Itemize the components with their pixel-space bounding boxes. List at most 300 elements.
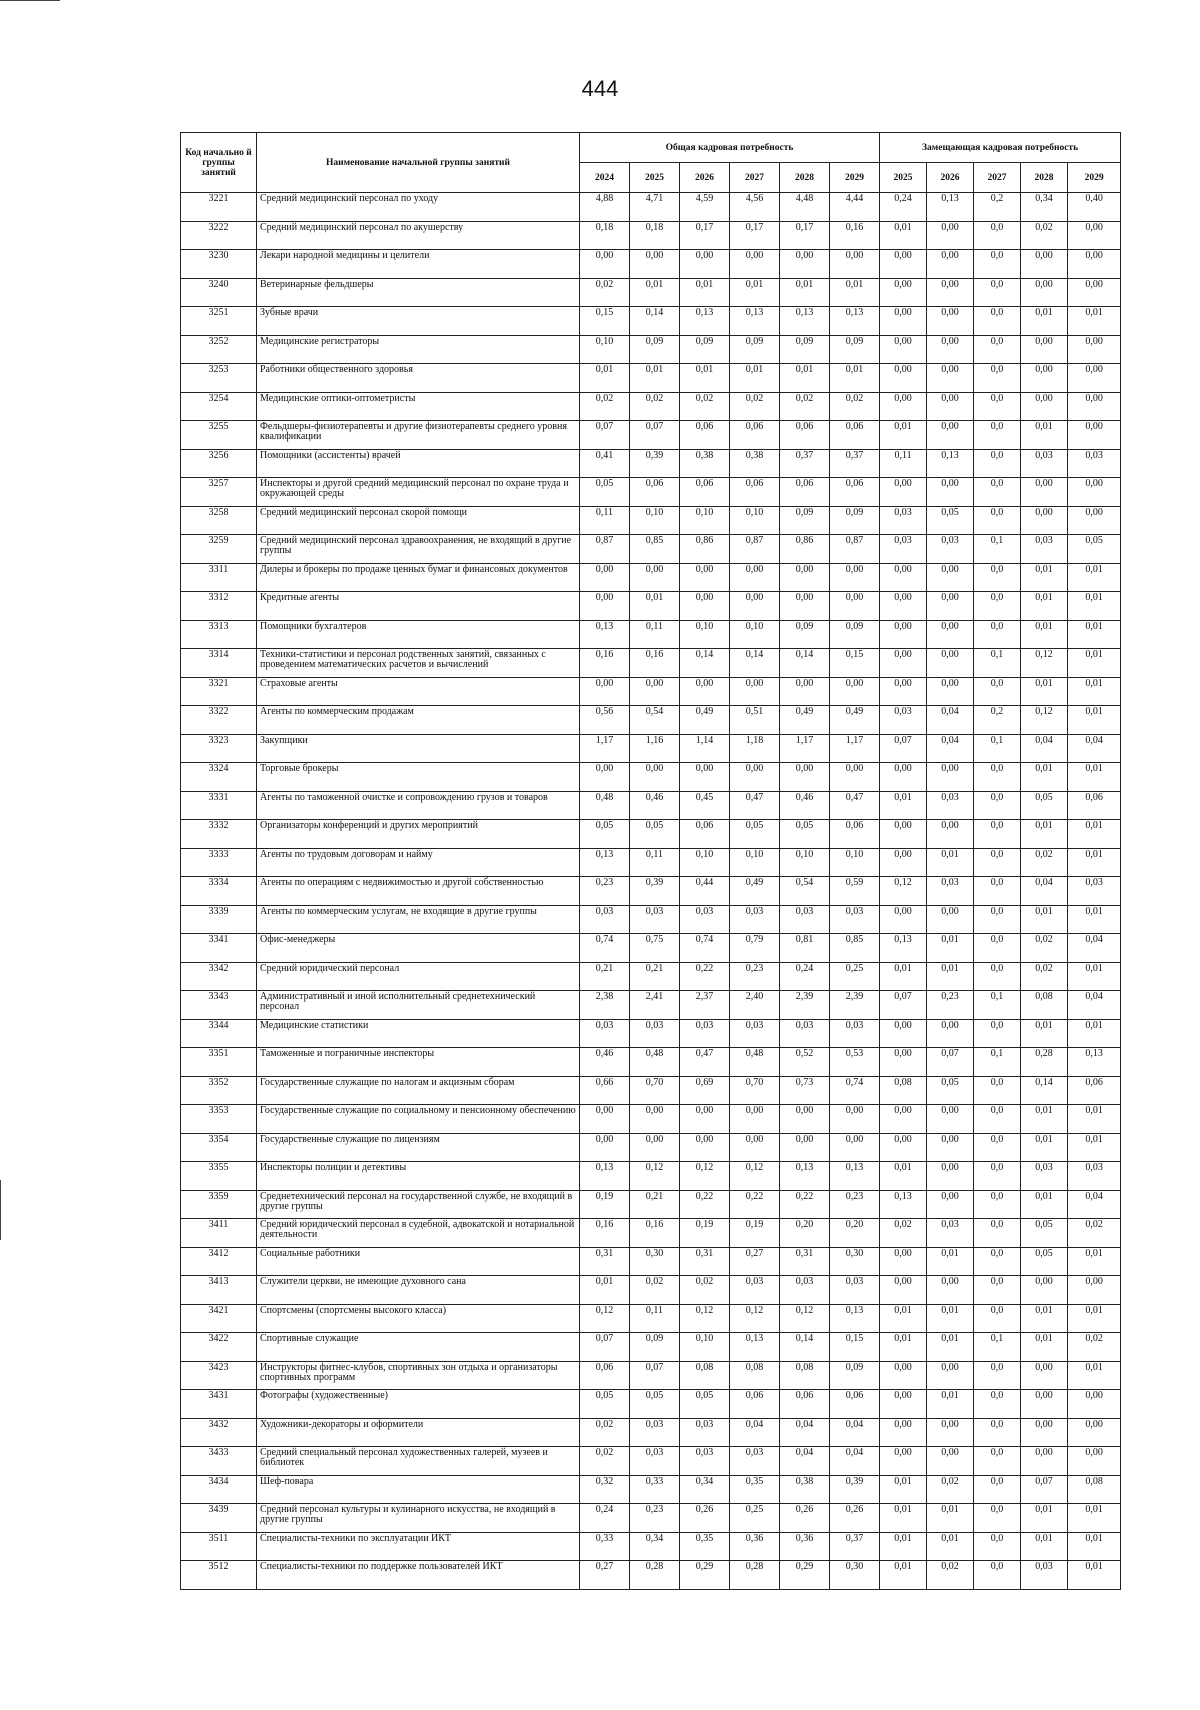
replacement-demand-value: 0,0 [974, 1162, 1021, 1191]
replacement-demand-value: 0,04 [1068, 1190, 1121, 1219]
total-demand-value: 0,06 [730, 1390, 780, 1419]
total-demand-value: 0,00 [730, 1133, 780, 1162]
replacement-demand-value: 0,13 [880, 1190, 927, 1219]
total-demand-value: 2,37 [680, 991, 730, 1020]
occupation-name: Работники общественного здоровья [257, 364, 580, 393]
total-demand-value: 0,15 [830, 1333, 880, 1362]
table-row [181, 1361, 1121, 1390]
table-row [181, 1532, 1121, 1561]
replacement-demand-value: 0,00 [880, 307, 927, 336]
total-demand-value: 0,02 [630, 392, 680, 421]
total-demand-value: 0,02 [680, 392, 730, 421]
occupation-name: Офис-менеджеры [257, 934, 580, 963]
replacement-demand-value: 0,02 [1068, 1333, 1121, 1362]
total-demand-value: 0,02 [730, 392, 780, 421]
total-demand-value: 0,54 [630, 706, 680, 735]
occupation-code: 3240 [181, 278, 257, 307]
total-demand-value: 0,01 [680, 278, 730, 307]
total-demand-value: 1,14 [680, 734, 730, 763]
replacement-demand-value: 0,03 [880, 535, 927, 564]
total-demand-value: 0,13 [830, 1304, 880, 1333]
replacement-demand-value: 0,05 [1021, 1247, 1068, 1276]
total-demand-value: 0,09 [630, 335, 680, 364]
replacement-demand-value: 0,00 [880, 620, 927, 649]
total-demand-value: 4,59 [680, 193, 730, 222]
replacement-demand-value: 0,0 [974, 421, 1021, 450]
total-demand-value: 0,06 [730, 478, 780, 507]
total-demand-value: 0,08 [680, 1361, 730, 1390]
total-demand-value: 0,02 [630, 1276, 680, 1305]
occupation-name: Дилеры и брокеры по продаже ценных бумаг и финансовых документов [257, 563, 580, 592]
total-demand-value: 0,05 [580, 1390, 630, 1419]
replacement-demand-value: 0,00 [1021, 335, 1068, 364]
replacement-demand-value: 0,00 [1068, 1390, 1121, 1419]
occupation-code: 3422 [181, 1333, 257, 1362]
table-row [181, 1504, 1121, 1533]
occupation-code: 3314 [181, 649, 257, 678]
total-demand-value: 0,85 [630, 535, 680, 564]
total-demand-value: 0,06 [780, 421, 830, 450]
total-demand-value: 0,18 [630, 221, 680, 250]
replacement-demand-value: 0,00 [880, 848, 927, 877]
table-row [181, 1048, 1121, 1077]
total-demand-value: 0,38 [680, 449, 730, 478]
total-demand-value: 0,03 [630, 905, 680, 934]
total-demand-value: 0,12 [680, 1162, 730, 1191]
total-demand-value: 0,03 [830, 905, 880, 934]
total-demand-value: 0,25 [730, 1504, 780, 1533]
replacement-demand-value: 0,01 [880, 1162, 927, 1191]
replacement-demand-value: 0,01 [1021, 421, 1068, 450]
table-row [181, 535, 1121, 564]
replacement-demand-value: 0,00 [1068, 364, 1121, 393]
total-demand-value: 0,69 [680, 1076, 730, 1105]
total-demand-value: 0,24 [580, 1504, 630, 1533]
total-demand-value: 0,00 [680, 1105, 730, 1134]
replacement-demand-value: 0,01 [1021, 1133, 1068, 1162]
total-demand-value: 0,12 [630, 1162, 680, 1191]
replacement-demand-value: 0,01 [880, 1333, 927, 1362]
total-demand-value: 0,03 [780, 1276, 830, 1305]
replacement-demand-value: 0,00 [880, 250, 927, 279]
replacement-demand-value: 0,00 [927, 649, 974, 678]
total-demand-value: 0,07 [630, 1361, 680, 1390]
total-demand-value: 0,01 [780, 364, 830, 393]
year-header: 2025 [630, 163, 680, 193]
table-row [181, 1304, 1121, 1333]
group-header-replacement-demand: Замещающая кадровая потребность [880, 133, 1121, 163]
replacement-demand-value: 0,01 [1068, 1532, 1121, 1561]
total-demand-value: 0,01 [580, 1276, 630, 1305]
occupation-code: 3343 [181, 991, 257, 1020]
replacement-demand-value: 0,00 [1021, 478, 1068, 507]
total-demand-value: 0,08 [730, 1361, 780, 1390]
total-demand-value: 0,00 [730, 677, 780, 706]
total-demand-value: 0,09 [680, 335, 730, 364]
occupation-name: Помощники бухгалтеров [257, 620, 580, 649]
replacement-demand-value: 0,0 [974, 1105, 1021, 1134]
occupation-name: Инспекторы и другой средний медицинский персонал по охране труда и окружающей среды [257, 478, 580, 507]
total-demand-value: 0,34 [630, 1532, 680, 1561]
total-demand-value: 0,12 [680, 1304, 730, 1333]
total-demand-value: 0,09 [830, 620, 880, 649]
total-demand-value: 0,09 [780, 620, 830, 649]
replacement-demand-value: 0,14 [1021, 1076, 1068, 1105]
replacement-demand-value: 0,01 [1068, 1361, 1121, 1390]
total-demand-value: 0,10 [830, 848, 880, 877]
replacement-demand-value: 0,01 [1021, 905, 1068, 934]
table-row [181, 392, 1121, 421]
total-demand-value: 0,06 [830, 421, 880, 450]
replacement-demand-value: 0,00 [880, 563, 927, 592]
occupation-name: Агенты по трудовым договорам и найму [257, 848, 580, 877]
replacement-demand-value: 0,00 [880, 364, 927, 393]
total-demand-value: 4,71 [630, 193, 680, 222]
replacement-demand-value: 0,12 [1021, 649, 1068, 678]
total-demand-value: 4,56 [730, 193, 780, 222]
total-demand-value: 1,18 [730, 734, 780, 763]
replacement-demand-value: 0,00 [880, 820, 927, 849]
replacement-demand-value: 0,06 [1068, 1076, 1121, 1105]
occupation-code: 3342 [181, 962, 257, 991]
total-demand-value: 2,41 [630, 991, 680, 1020]
replacement-demand-value: 0,0 [974, 1076, 1021, 1105]
total-demand-value: 0,01 [680, 364, 730, 393]
occupation-name: Кредитные агенты [257, 592, 580, 621]
total-demand-value: 0,00 [780, 1105, 830, 1134]
total-demand-value: 1,17 [580, 734, 630, 763]
total-demand-value: 0,14 [680, 649, 730, 678]
replacement-demand-value: 0,0 [974, 1504, 1021, 1533]
table-row [181, 1105, 1121, 1134]
occupation-name: Таможенные и пограничные инспекторы [257, 1048, 580, 1077]
occupation-code: 3412 [181, 1247, 257, 1276]
total-demand-value: 0,10 [680, 848, 730, 877]
total-demand-value: 0,00 [580, 677, 630, 706]
replacement-demand-value: 0,0 [974, 934, 1021, 963]
replacement-demand-value: 0,01 [1021, 763, 1068, 792]
table-row [181, 335, 1121, 364]
total-demand-value: 0,07 [580, 421, 630, 450]
total-demand-value: 0,16 [580, 1219, 630, 1248]
replacement-demand-value: 0,23 [927, 991, 974, 1020]
total-demand-value: 0,10 [680, 506, 730, 535]
table-row [181, 1418, 1121, 1447]
total-demand-value: 2,39 [780, 991, 830, 1020]
total-demand-value: 0,01 [630, 278, 680, 307]
total-demand-value: 0,03 [580, 1019, 630, 1048]
occupation-name: Специалисты-техники по поддержке пользователей ИКТ [257, 1561, 580, 1590]
total-demand-value: 0,21 [580, 962, 630, 991]
total-demand-value: 0,49 [830, 706, 880, 735]
total-demand-value: 0,00 [680, 763, 730, 792]
occupation-code: 3333 [181, 848, 257, 877]
occupation-name: Техники-статистики и персонал родственных занятий, связанных с проведением математических расчетов и вычислений [257, 649, 580, 678]
occupation-code: 3334 [181, 877, 257, 906]
total-demand-value: 0,09 [780, 506, 830, 535]
table-header-row [181, 133, 1121, 163]
occupation-name: Фельдшеры-физиотерапевты и другие физиотерапевты среднего уровня квалификации [257, 421, 580, 450]
total-demand-value: 0,87 [830, 535, 880, 564]
total-demand-value: 0,29 [680, 1561, 730, 1590]
total-demand-value: 0,73 [780, 1076, 830, 1105]
year-header: 2026 [927, 163, 974, 193]
table-row [181, 1076, 1121, 1105]
total-demand-value: 0,85 [830, 934, 880, 963]
replacement-demand-value: 0,08 [1021, 991, 1068, 1020]
total-demand-value: 0,00 [830, 250, 880, 279]
occupation-code: 3251 [181, 307, 257, 336]
total-demand-value: 0,03 [730, 1447, 780, 1476]
replacement-demand-value: 0,01 [880, 1504, 927, 1533]
replacement-demand-value: 0,00 [927, 820, 974, 849]
total-demand-value: 0,14 [630, 307, 680, 336]
occupation-name: Государственные служащие по налогам и акцизным сборам [257, 1076, 580, 1105]
total-demand-value: 0,24 [780, 962, 830, 991]
scan-edge-mark [0, 0, 60, 1]
replacement-demand-value: 0,00 [927, 421, 974, 450]
total-demand-value: 0,39 [630, 877, 680, 906]
replacement-demand-value: 0,13 [927, 449, 974, 478]
replacement-demand-value: 0,00 [927, 478, 974, 507]
replacement-demand-value: 0,0 [974, 1361, 1021, 1390]
total-demand-value: 0,25 [830, 962, 880, 991]
total-demand-value: 0,00 [830, 1105, 880, 1134]
replacement-demand-value: 0,01 [1021, 1532, 1068, 1561]
replacement-demand-value: 0,03 [1021, 1561, 1068, 1590]
total-demand-value: 0,46 [780, 791, 830, 820]
total-demand-value: 0,53 [830, 1048, 880, 1077]
replacement-demand-value: 0,01 [1021, 677, 1068, 706]
replacement-demand-value: 0,00 [1021, 364, 1068, 393]
replacement-demand-value: 0,1 [974, 734, 1021, 763]
replacement-demand-value: 0,03 [927, 1219, 974, 1248]
table-row [181, 221, 1121, 250]
total-demand-value: 0,34 [680, 1475, 730, 1504]
total-demand-value: 0,03 [730, 1019, 780, 1048]
replacement-demand-value: 0,01 [880, 421, 927, 450]
total-demand-value: 0,15 [830, 649, 880, 678]
total-demand-value: 0,11 [580, 506, 630, 535]
replacement-demand-value: 0,01 [927, 934, 974, 963]
occupation-name: Шеф-повара [257, 1475, 580, 1504]
table-row [181, 962, 1121, 991]
total-demand-value: 0,87 [580, 535, 630, 564]
total-demand-value: 0,17 [730, 221, 780, 250]
occupation-name: Инспекторы полиции и детективы [257, 1162, 580, 1191]
replacement-demand-value: 0,01 [880, 1561, 927, 1590]
total-demand-value: 0,00 [680, 250, 730, 279]
table-row [181, 1133, 1121, 1162]
replacement-demand-value: 0,00 [927, 278, 974, 307]
occupation-name: Медицинские статистики [257, 1019, 580, 1048]
total-demand-value: 0,00 [630, 677, 680, 706]
replacement-demand-value: 0,00 [880, 1390, 927, 1419]
replacement-demand-value: 0,0 [974, 563, 1021, 592]
total-demand-value: 0,16 [630, 1219, 680, 1248]
total-demand-value: 0,10 [680, 1333, 730, 1362]
occupation-code: 3221 [181, 193, 257, 222]
occupation-name: Агенты по коммерческим продажам [257, 706, 580, 735]
replacement-demand-value: 0,01 [1021, 1304, 1068, 1333]
table-row [181, 250, 1121, 279]
total-demand-value: 0,27 [580, 1561, 630, 1590]
replacement-demand-value: 0,12 [1021, 706, 1068, 735]
total-demand-value: 0,01 [830, 278, 880, 307]
replacement-demand-value: 0,0 [974, 1190, 1021, 1219]
occupation-name: Агенты по коммерческим услугам, не входящие в другие группы [257, 905, 580, 934]
table-row [181, 649, 1121, 678]
total-demand-value: 0,20 [830, 1219, 880, 1248]
occupation-code: 3339 [181, 905, 257, 934]
occupation-name: Административный и иной исполнительный среднетехнический персонал [257, 991, 580, 1020]
replacement-demand-value: 0,0 [974, 1447, 1021, 1476]
total-demand-value: 0,28 [730, 1561, 780, 1590]
total-demand-value: 0,06 [680, 421, 730, 450]
total-demand-value: 0,13 [580, 848, 630, 877]
total-demand-value: 0,03 [780, 1019, 830, 1048]
replacement-demand-value: 0,0 [974, 1219, 1021, 1248]
total-demand-value: 0,10 [730, 848, 780, 877]
total-demand-value: 0,48 [730, 1048, 780, 1077]
table-row [181, 1190, 1121, 1219]
total-demand-value: 0,37 [830, 449, 880, 478]
replacement-demand-value: 0,01 [1068, 620, 1121, 649]
replacement-demand-value: 0,00 [1068, 506, 1121, 535]
total-demand-value: 0,03 [630, 1447, 680, 1476]
table-row [181, 877, 1121, 906]
replacement-demand-value: 0,00 [927, 1133, 974, 1162]
replacement-demand-value: 0,01 [1068, 592, 1121, 621]
total-demand-value: 0,03 [780, 905, 830, 934]
total-demand-value: 0,26 [680, 1504, 730, 1533]
replacement-demand-value: 0,01 [1068, 1561, 1121, 1590]
total-demand-value: 0,00 [580, 563, 630, 592]
total-demand-value: 0,06 [680, 478, 730, 507]
replacement-demand-value: 0,00 [880, 649, 927, 678]
total-demand-value: 0,00 [830, 1133, 880, 1162]
total-demand-value: 0,03 [680, 1447, 730, 1476]
total-demand-value: 0,38 [730, 449, 780, 478]
replacement-demand-value: 0,00 [1068, 221, 1121, 250]
replacement-demand-value: 0,00 [880, 392, 927, 421]
table-row [181, 620, 1121, 649]
total-demand-value: 0,11 [630, 1304, 680, 1333]
replacement-demand-value: 0,00 [1021, 1361, 1068, 1390]
table-row [181, 506, 1121, 535]
occupation-code: 3256 [181, 449, 257, 478]
occupation-name: Лекари народной медицины и целители [257, 250, 580, 279]
replacement-demand-value: 0,00 [880, 335, 927, 364]
total-demand-value: 0,06 [830, 1390, 880, 1419]
total-demand-value: 0,10 [730, 620, 780, 649]
total-demand-value: 0,00 [730, 592, 780, 621]
replacement-demand-value: 0,00 [1068, 1418, 1121, 1447]
total-demand-value: 0,26 [780, 1504, 830, 1533]
total-demand-value: 0,06 [780, 1390, 830, 1419]
replacement-demand-value: 0,2 [974, 706, 1021, 735]
total-demand-value: 0,00 [630, 763, 680, 792]
table-row [181, 791, 1121, 820]
occupation-code: 3331 [181, 791, 257, 820]
replacement-demand-value: 0,00 [880, 1019, 927, 1048]
occupation-name: Средний медицинский персонал здравоохранения, не входящий в другие группы [257, 535, 580, 564]
total-demand-value: 0,13 [680, 307, 730, 336]
total-demand-value: 0,49 [780, 706, 830, 735]
total-demand-value: 0,12 [730, 1304, 780, 1333]
table-row [181, 820, 1121, 849]
replacement-demand-value: 0,00 [927, 1105, 974, 1134]
total-demand-value: 0,16 [630, 649, 680, 678]
occupation-code: 3259 [181, 535, 257, 564]
occupation-code: 3313 [181, 620, 257, 649]
total-demand-value: 0,36 [730, 1532, 780, 1561]
occupation-code: 3258 [181, 506, 257, 535]
total-demand-value: 0,05 [630, 1390, 680, 1419]
table-row [181, 905, 1121, 934]
table-row [181, 934, 1121, 963]
replacement-demand-value: 0,01 [927, 848, 974, 877]
occupation-code: 3344 [181, 1019, 257, 1048]
replacement-demand-value: 0,13 [1068, 1048, 1121, 1077]
replacement-demand-value: 0,0 [974, 592, 1021, 621]
replacement-demand-value: 0,01 [880, 1304, 927, 1333]
total-demand-value: 0,09 [830, 335, 880, 364]
total-demand-value: 0,04 [780, 1447, 830, 1476]
total-demand-value: 0,02 [580, 278, 630, 307]
total-demand-value: 0,00 [780, 250, 830, 279]
replacement-demand-value: 0,08 [1068, 1475, 1121, 1504]
replacement-demand-value: 0,11 [880, 449, 927, 478]
total-demand-value: 0,17 [680, 221, 730, 250]
total-demand-value: 0,03 [630, 1418, 680, 1447]
replacement-demand-value: 0,0 [974, 1133, 1021, 1162]
occupation-code: 3230 [181, 250, 257, 279]
replacement-demand-value: 0,00 [1068, 421, 1121, 450]
total-demand-value: 0,81 [780, 934, 830, 963]
replacement-demand-value: 0,0 [974, 877, 1021, 906]
total-demand-value: 0,05 [630, 820, 680, 849]
year-header: 2025 [880, 163, 927, 193]
table-row [181, 1276, 1121, 1305]
occupation-code: 3311 [181, 563, 257, 592]
replacement-demand-value: 0,01 [1068, 905, 1121, 934]
total-demand-value: 0,37 [830, 1532, 880, 1561]
total-demand-value: 4,48 [780, 193, 830, 222]
occupation-name: Медицинские регистраторы [257, 335, 580, 364]
occupation-code: 3351 [181, 1048, 257, 1077]
total-demand-value: 0,07 [630, 421, 680, 450]
replacement-demand-value: 0,00 [1021, 278, 1068, 307]
occupation-name: Государственные служащие по лицензиям [257, 1133, 580, 1162]
total-demand-value: 0,31 [780, 1247, 830, 1276]
replacement-demand-value: 0,01 [1021, 1333, 1068, 1362]
total-demand-value: 4,44 [830, 193, 880, 222]
total-demand-value: 0,35 [730, 1475, 780, 1504]
total-demand-value: 0,00 [630, 1133, 680, 1162]
occupation-name: Инструкторы фитнес-клубов, спортивных зон отдыха и организаторы спортивных программ [257, 1361, 580, 1390]
replacement-demand-value: 0,0 [974, 1390, 1021, 1419]
occupation-name: Спортсмены (спортсмены высокого класса) [257, 1304, 580, 1333]
occupation-code: 3355 [181, 1162, 257, 1191]
replacement-demand-value: 0,0 [974, 478, 1021, 507]
replacement-demand-value: 0,00 [880, 677, 927, 706]
replacement-demand-value: 0,05 [927, 1076, 974, 1105]
total-demand-value: 1,16 [630, 734, 680, 763]
total-demand-value: 0,05 [730, 820, 780, 849]
replacement-demand-value: 0,01 [927, 1532, 974, 1561]
total-demand-value: 0,10 [680, 620, 730, 649]
